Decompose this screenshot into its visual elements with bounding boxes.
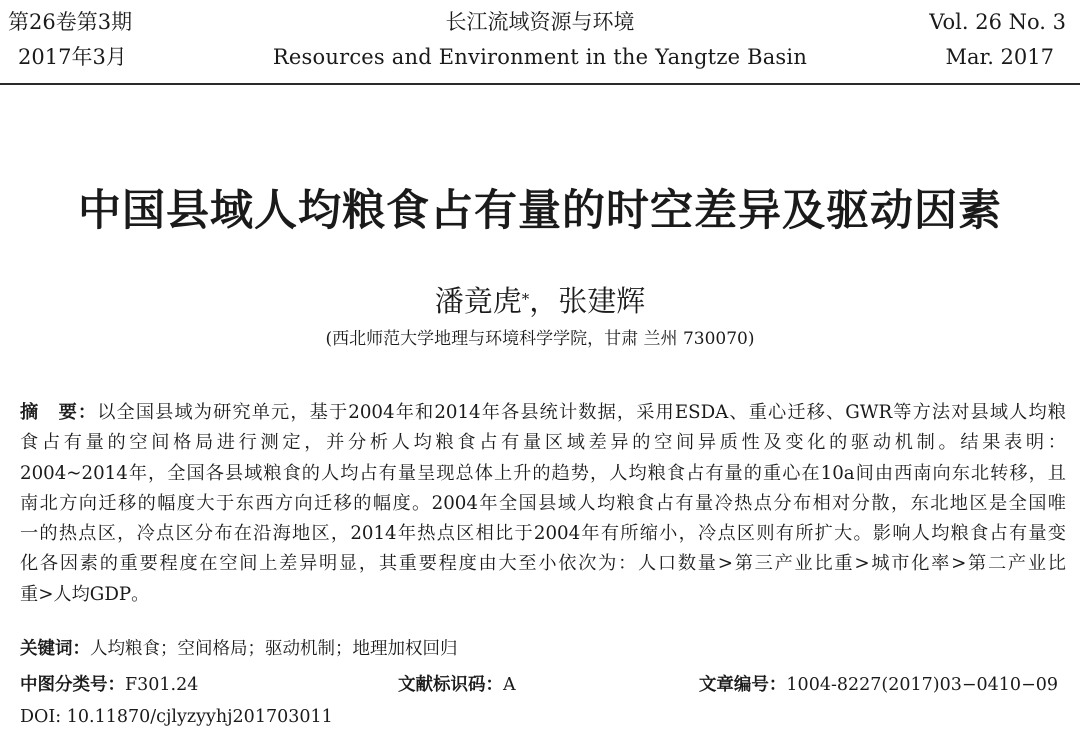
abstract-line: 一的热点区，冷点区分布在沿海地区，2014年热点区相比于2004年有所缩小，冷点区则有所扩大。影响人均粮食占有量变: [20, 523, 1066, 545]
doi: DOI: 10.11870/cjlyzyyhj201703011: [20, 707, 333, 727]
clc-label: 中图分类号：: [20, 675, 125, 695]
abstract-line: 食占有量的空间格局进行测定，并分析人均粮食占有量区域差异的空间异质性及变化的驱动机制。结果表明：: [20, 432, 1066, 454]
author-separator: ，: [529, 284, 559, 318]
clc-value: F301.24: [125, 675, 199, 695]
journal-name-cn: 长江流域资源与环境: [445, 10, 635, 34]
doc-code-value: A: [503, 675, 516, 695]
volume-issue-cn: 第26卷第3期: [8, 10, 133, 34]
abstract-text: 以全国县域为研究单元，基于2004年和2014年各县统计数据，采用ESDA、重心迁移、GWR等方法对县域人均粮: [97, 402, 1066, 423]
article-no-value: 1004-8227(2017)03−0410−09: [786, 675, 1058, 695]
author-line: [0, 282, 1080, 320]
abstract-line: 南北方向迁移的幅度大于东西方向迁移的幅度。2004年全国县域人均粮食占有量冷热点分布相对分散，东北地区是全国唯: [20, 492, 1066, 514]
header-rule: [0, 83, 1080, 85]
abstract-line: 2004~2014年，全国各县域粮食的人均占有量呈现总体上升的趋势，人均粮食占有量的重心在10a间由西南向东北转移，且: [20, 462, 1066, 484]
article-title: 中国县域人均粮食占有量的时空差异及驱动因素: [78, 186, 1002, 236]
keywords-value: 人均粮食；空间格局；驱动机制；地理加权回归: [90, 639, 458, 659]
doc-code-label: 文献标识码：: [398, 675, 503, 695]
date-cn: 2017年3月: [18, 45, 127, 69]
article-number: [699, 672, 1058, 698]
journal-name-en: Resources and Environment in the Yangtze Basin: [272, 45, 808, 69]
corresponding-author-mark: *: [521, 290, 530, 308]
author-1: 潘竟虎: [434, 284, 522, 318]
keywords: [20, 636, 458, 662]
clc-number: [20, 672, 198, 698]
affiliation: (西北师范大学地理与环境科学学院，甘肃 兰州 730070): [325, 329, 755, 349]
keywords-label: 关键词：: [20, 639, 90, 659]
journal-header: [0, 0, 1080, 86]
author-2: 张建辉: [558, 284, 646, 318]
abstract-line: 重>人均GDP。: [20, 583, 150, 605]
date-en: Mar. 2017: [945, 45, 1054, 69]
abstract: [20, 398, 1066, 610]
abstract-line: 化各因素的重要程度在空间上差异明显，其重要程度由大至小依次为：人口数量>第三产业比重>城市化率>第二产业比: [20, 553, 1066, 575]
abstract-line: [20, 398, 1066, 428]
abstract-label: 摘 要：: [20, 402, 98, 423]
document-code: [398, 672, 516, 698]
article-no-label: 文章编号：: [698, 675, 787, 695]
volume-issue-en: Vol. 26 No. 3: [929, 10, 1066, 34]
